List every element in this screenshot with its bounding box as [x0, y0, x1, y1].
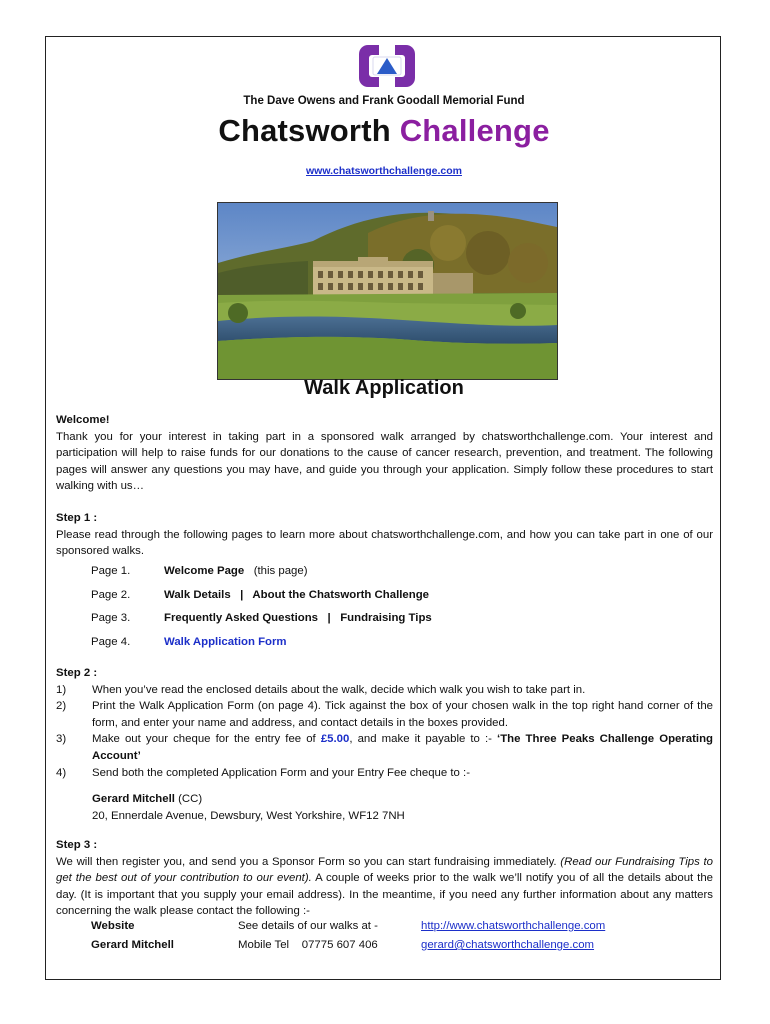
- step2-item: [56, 698, 713, 731]
- payee-name: ‘The Three Peaks Challenge Operating Account’: [92, 733, 714, 762]
- website-link[interactable]: [46, 165, 722, 177]
- page-title-item: Welcome Page: [164, 565, 245, 577]
- contact-detail: Mobile Tel 07775 607 406: [238, 939, 378, 951]
- step2-list: [56, 682, 713, 782]
- item-number: 1): [56, 683, 67, 696]
- page-frame: [45, 36, 721, 980]
- contact-label: Gerard Mitchell: [91, 939, 174, 951]
- fund-logo-icon: [357, 43, 417, 89]
- item-text: When you’ve read the enclosed details about the walk, decide which walk you wish to take part in.: [92, 683, 586, 696]
- step1-heading: Step 1 :: [56, 512, 98, 524]
- step3-text-italic: (Read our Fundraising Tips to get the best out of your contribution to our event).: [56, 855, 713, 885]
- welcome-block: [56, 412, 713, 495]
- chatsworth-house-photo: [217, 202, 558, 380]
- page-number: Page 1.: [91, 565, 131, 577]
- step2-item: [56, 682, 713, 699]
- item-text: Send both the completed Application Form and your Entry Fee cheque to :-: [92, 766, 471, 779]
- item-text: Print the Walk Application Form (on page 4). Tick against the box of your chosen walk in the top right hand corner of the form, and enter your name and address, and contact details in the boxes provided.: [92, 700, 713, 729]
- step3-heading: Step 3 :: [56, 839, 98, 851]
- page-note: (this page): [253, 565, 308, 577]
- step2-item: [56, 765, 713, 782]
- title-part-1: Chatsworth: [218, 113, 391, 148]
- page-list-item: [91, 565, 432, 589]
- welcome-text: Thank you for your interest in taking part in a sponsored walk arranged by chatsworthchallenge.com. Your interest and participation will help to raise funds for our donations to the cause of cancer research, prevention, and treatment. The following pages will answer any questions you may have, and guide you through your application. Simply follow these procedures to start walking with us…: [56, 430, 713, 493]
- item-number: 3): [56, 733, 67, 746]
- step2-block: [56, 665, 713, 824]
- contact-row: [91, 920, 605, 939]
- page-title-item: Walk Details | About the Chatsworth Challenge: [164, 588, 429, 601]
- contact-table: [91, 920, 605, 958]
- step3-block: [56, 837, 713, 920]
- address-name: Gerard Mitchell: [92, 793, 175, 806]
- page-number: Page 3.: [91, 612, 131, 624]
- item-number: 2): [56, 700, 67, 713]
- step2-heading: Step 2 :: [56, 667, 98, 679]
- fund-name: The Dave Owens and Frank Goodall Memorial Fund: [243, 95, 525, 107]
- postal-address: [92, 791, 713, 824]
- step3-text-pre: We will then register you, and send you a Sponsor Form so you can start fundraising immediately.: [56, 855, 561, 868]
- page-number: Page 2.: [91, 588, 131, 601]
- title-part-2: Challenge: [399, 113, 550, 148]
- page-title-item: Frequently Asked Questions | Fundraising Tips: [164, 612, 432, 624]
- section-title: Walk Application: [304, 377, 464, 399]
- contact-label: Website: [91, 920, 135, 932]
- contact-detail: See details of our walks at -: [238, 920, 378, 932]
- step3-text: [56, 854, 713, 920]
- step2-item: [56, 731, 713, 764]
- application-form-link[interactable]: Walk Application Form: [164, 635, 287, 648]
- step3-text-post: A couple of weeks prior to the walk we’ll notify you of all the details about the day. (It is important that you supply your email address). In the meantime, if you need any further information about any matters concerning the walk please contact the following :-: [56, 872, 713, 918]
- item-number: 4): [56, 766, 67, 779]
- email-link[interactable]: gerard@chatsworthchallenge.com: [421, 939, 595, 951]
- website-url-link[interactable]: http://www.chatsworthchallenge.com: [421, 920, 606, 932]
- page-number: Page 4.: [91, 635, 131, 648]
- item-text: [92, 731, 713, 764]
- address-role: (CC): [174, 793, 203, 806]
- entry-fee: £5.00: [320, 733, 350, 746]
- welcome-heading: Welcome!: [56, 414, 110, 426]
- page-list: [91, 565, 432, 659]
- fee-pre: Make out your cheque for the entry fee of: [92, 733, 321, 746]
- fee-mid: , and make it payable to :-: [349, 733, 498, 746]
- page-list-item: [91, 636, 432, 660]
- contact-row: [91, 939, 605, 958]
- step1-text: Please read through the following pages to learn more about chatsworthchallenge.com, and how you can take part in one of our sponsored walks.: [56, 528, 713, 558]
- page-title: [46, 113, 722, 149]
- website-link-text[interactable]: www.chatsworthchallenge.com: [306, 165, 462, 177]
- address-line: 20, Ennerdale Avenue, Dewsbury, West Yorkshire, WF12 7NH: [92, 809, 405, 822]
- page-list-item: [91, 589, 432, 613]
- step1-block: [56, 510, 713, 560]
- page-list-item: [91, 612, 432, 636]
